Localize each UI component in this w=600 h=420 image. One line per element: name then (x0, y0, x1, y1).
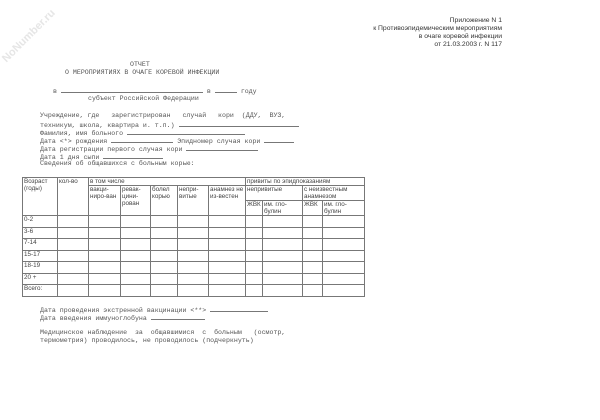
label: в (206, 88, 211, 95)
epid-number-field[interactable] (264, 136, 294, 143)
header-zhvk: ЖВК (246, 201, 263, 216)
table-row (23, 216, 365, 228)
table-row (23, 262, 365, 274)
table-cell[interactable] (178, 227, 209, 239)
birth-date-field[interactable] (111, 136, 173, 143)
age-group-label: 0-2 (23, 216, 58, 228)
table-cell[interactable] (58, 216, 89, 228)
table-cell[interactable] (151, 285, 178, 297)
age-group-label: 20 + (23, 273, 58, 285)
registration-date-label: Дата регистрации первого случая кори (40, 146, 183, 153)
table-cell[interactable] (151, 262, 178, 274)
table-cell[interactable] (303, 262, 323, 274)
table-cell[interactable] (263, 216, 303, 228)
table-cell[interactable] (151, 239, 178, 251)
table-cell[interactable] (121, 239, 151, 251)
table-cell[interactable] (246, 250, 263, 262)
table-cell[interactable] (151, 250, 178, 262)
table-cell[interactable] (58, 273, 89, 285)
header-including: в том числе (89, 178, 246, 186)
region-caption: субъект Российской Федерации (88, 95, 199, 102)
table-cell[interactable] (303, 285, 323, 297)
institution-label-2: техникум, школа, квартира и. т.п.) (40, 122, 175, 129)
table-cell[interactable] (151, 273, 178, 285)
region-line (53, 86, 257, 95)
table-cell[interactable] (303, 250, 323, 262)
report-subtitle: О МЕРОПРИЯТИЯХ В ОЧАГЕ КОРЕВОЙ ИНФЕКЦИИ (65, 69, 220, 76)
table-cell[interactable] (121, 285, 151, 297)
table-cell[interactable] (209, 273, 246, 285)
epid-number-label: Эпидномер случая кори (177, 138, 261, 145)
table-cell[interactable] (246, 227, 263, 239)
header-epid-unvaccinated: непривитые (246, 186, 303, 201)
table-cell[interactable] (246, 239, 263, 251)
table-cell[interactable] (178, 239, 209, 251)
table-cell[interactable] (263, 285, 303, 297)
table-cell[interactable] (209, 285, 246, 297)
year-field[interactable] (215, 86, 237, 93)
table-cell[interactable] (209, 227, 246, 239)
appendix-header (373, 17, 502, 49)
institution-field[interactable] (179, 120, 299, 127)
table-cell[interactable] (246, 273, 263, 285)
table-cell[interactable] (263, 227, 303, 239)
header-age: Возраст (годы) (23, 178, 58, 216)
table-cell[interactable] (178, 273, 209, 285)
rash-date-label: Дата 1 дня сыпи (40, 154, 100, 161)
table-row (23, 227, 365, 239)
table-cell[interactable] (246, 262, 263, 274)
table-cell[interactable] (209, 262, 246, 274)
table-cell[interactable] (263, 262, 303, 274)
table-cell[interactable] (58, 239, 89, 251)
header-zhvk: ЖВК (303, 201, 323, 216)
emergency-vaccination-field[interactable] (210, 305, 268, 312)
label: в (53, 88, 57, 95)
table-cell[interactable] (323, 216, 365, 228)
table-cell[interactable] (263, 273, 303, 285)
age-group-label: 7-14 (23, 239, 58, 251)
table-cell[interactable] (121, 250, 151, 262)
table-cell[interactable] (89, 262, 121, 274)
table-cell[interactable] (323, 227, 365, 239)
table-cell[interactable] (209, 216, 246, 228)
region-field[interactable] (61, 86, 203, 93)
table-cell[interactable] (323, 239, 365, 251)
table-cell[interactable] (89, 239, 121, 251)
observation-text-2: термометрия) проводилось, не проводилось (подчеркнуть) (40, 337, 254, 344)
age-group-label: 18-19 (23, 262, 58, 274)
table-row (23, 239, 365, 251)
header-unknown: анамнез не из-вестен (209, 186, 246, 216)
rash-date-field[interactable] (103, 152, 163, 159)
table-cell[interactable] (246, 216, 263, 228)
contacts-label: Сведения об общавшихся с больным корью: (40, 160, 195, 167)
header-unvaccinated: непри-витые (178, 186, 209, 216)
table-cell[interactable] (89, 216, 121, 228)
table-cell[interactable] (303, 227, 323, 239)
header-count: кол-во (58, 178, 89, 216)
table-cell[interactable] (209, 250, 246, 262)
table-cell[interactable] (151, 216, 178, 228)
birth-date-label: Дата <*> рождения (40, 138, 108, 145)
header-epid: привиты по эпидпоказаниям (246, 178, 365, 186)
table-cell[interactable] (323, 250, 365, 262)
table-cell[interactable] (303, 273, 323, 285)
table-cell[interactable] (263, 239, 303, 251)
header-globulin: им. гло-булин (323, 201, 365, 216)
header-revaccinated: ревак-цини-рован (121, 186, 151, 216)
appendix-line: к Противоэпидемическим мероприятиям (373, 25, 502, 32)
appendix-line: Приложение N 1 (449, 17, 502, 24)
age-group-label: Всего: (23, 285, 58, 297)
header-epid-unknown: с неизвестным анамнезом (303, 186, 365, 201)
table-cell[interactable] (178, 285, 209, 297)
appendix-line: в очаге коревой инфекции (418, 33, 502, 40)
table-cell[interactable] (178, 262, 209, 274)
table-cell[interactable] (323, 285, 365, 297)
table-cell[interactable] (303, 239, 323, 251)
table-cell[interactable] (89, 285, 121, 297)
appendix-line: от 21.03.2003 г. N 117 (434, 41, 502, 48)
table-cell[interactable] (121, 216, 151, 228)
table-cell[interactable] (58, 227, 89, 239)
immunoglobulin-date-label: Дата введения иммуноглобуна (40, 315, 147, 322)
contacts-table (22, 177, 365, 297)
table-cell[interactable] (178, 216, 209, 228)
table-cell[interactable] (246, 285, 263, 297)
age-group-label: 3-6 (23, 227, 58, 239)
patient-name-label: Фамилия, имя больного (40, 130, 124, 137)
institution-label: Учреждение, где зарегистрирован случай кори (ДДУ, ВУЗ, (40, 112, 286, 119)
header-globulin: им. гло-булин (263, 201, 303, 216)
table-cell[interactable] (58, 250, 89, 262)
table-row (23, 273, 365, 285)
table-cell[interactable] (151, 227, 178, 239)
table-cell[interactable] (89, 273, 121, 285)
table-cell[interactable] (323, 273, 365, 285)
table-cell[interactable] (58, 262, 89, 274)
table-cell[interactable] (303, 216, 323, 228)
observation-text: Медицинское наблюдение за общавшимися с больным (осмотр, (40, 329, 286, 336)
table-cell[interactable] (263, 250, 303, 262)
table-row (23, 285, 365, 297)
header-vaccinated: вакци-ниро-ван (89, 186, 121, 216)
table-cell[interactable] (89, 250, 121, 262)
table-cell[interactable] (58, 285, 89, 297)
table-cell[interactable] (121, 262, 151, 274)
table-cell[interactable] (89, 227, 121, 239)
patient-name-field[interactable] (127, 128, 245, 135)
table-cell[interactable] (121, 227, 151, 239)
table-cell[interactable] (121, 273, 151, 285)
header-ill: болел корью (151, 186, 178, 216)
immunoglobulin-date-field[interactable] (151, 313, 205, 320)
emergency-vaccination-label: Дата проведения экстренной вакцинации <**> (40, 307, 207, 314)
table-row (23, 250, 365, 262)
registration-date-field[interactable] (186, 144, 258, 151)
age-group-label: 15-17 (23, 250, 58, 262)
report-title: ОТЧЕТ (130, 61, 150, 68)
table-cell[interactable] (323, 262, 365, 274)
table-cell[interactable] (178, 250, 209, 262)
watermark: NoNumber.ru (0, 7, 58, 65)
table-cell[interactable] (209, 239, 246, 251)
label: году (240, 88, 257, 95)
